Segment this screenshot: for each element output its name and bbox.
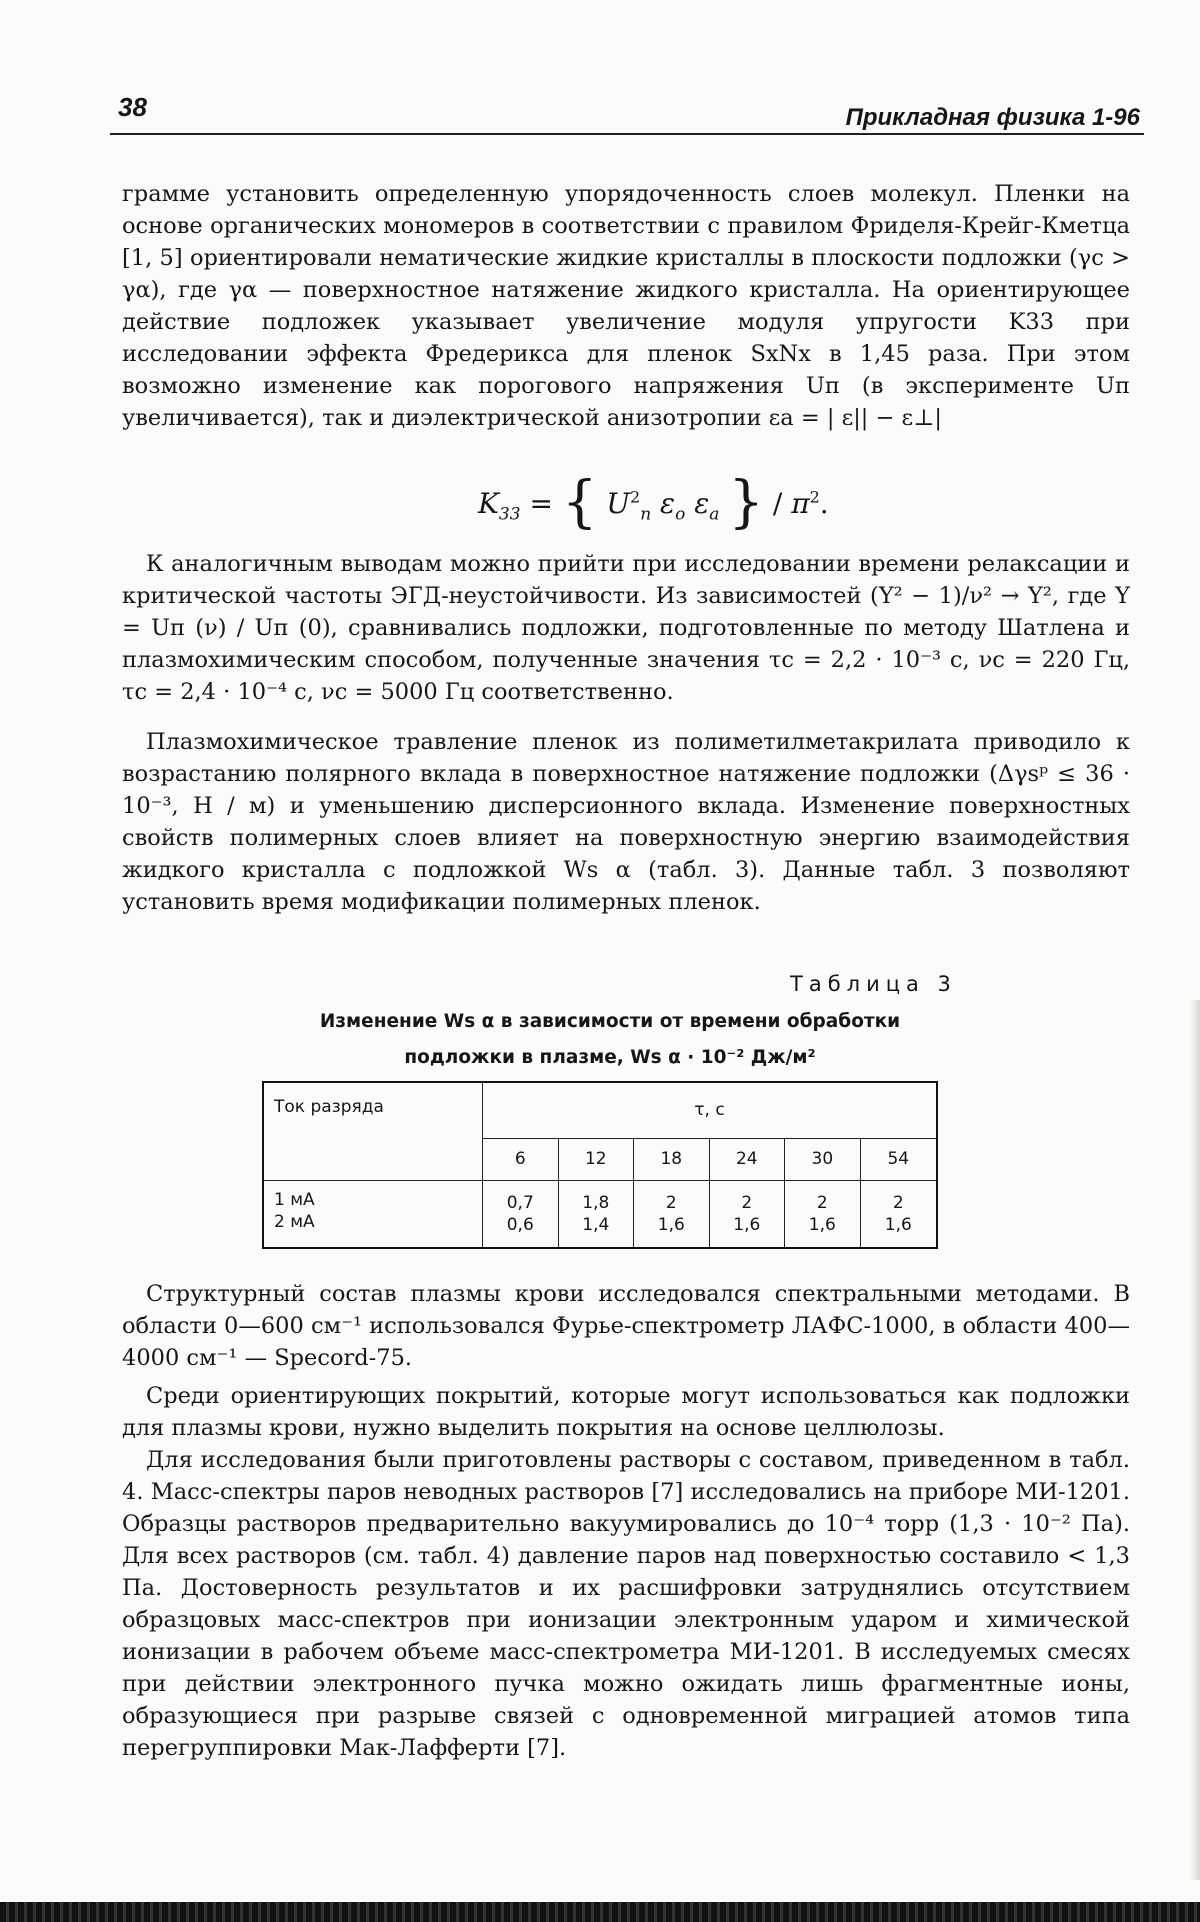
paragraph-4-text: Структурный состав плазмы крови исследовался спектральными методами. В области 0—600 см⁻¹ использовался Фурье-спектрометр ЛАФС-1000, в области 400—4000 см⁻¹ — Specord-75. xyxy=(122,1281,1130,1371)
page-number: 38 xyxy=(118,92,147,122)
scan-bottom-edge xyxy=(0,1902,1200,1922)
formula-eps-o: ε xyxy=(660,487,676,520)
table-label: Таблица 3 xyxy=(790,972,957,996)
paragraph-1-text: грамме установить определенную упорядоченность слоев молекул. Пленки на основе органических мономеров в соответствии с правилом Фриделя-Крейг-Кметца [1, 5] ориентировали нематические жидкие кристаллы в плоскости подложки (γc > γα), где γα — поверхностное натяжение жидкого кристалла. На ориентирующее действие подложек указывает увеличение модуля упругости K33 при исследовании эффекта Фредерикса для пленок SxNx в 1,45 раза. При этом возможно изменение как порогового напряжения Uп (в эксперименте Uп увеличивается), так и диэлектрической анизотропии εa = | ε|| − ε⊥| xyxy=(122,181,1130,431)
paragraph-5-text: Среди ориентирующих покрытий, которые могут использоваться как подложки для плазмы крови, нужно выделить покрытия на основе целлюлозы. xyxy=(122,1383,1130,1441)
col-header: 54 xyxy=(860,1138,937,1180)
row-label: 1 мА xyxy=(274,1189,315,1210)
table-cell xyxy=(483,1180,559,1248)
formula-u: U xyxy=(606,487,630,520)
table-cell xyxy=(709,1180,785,1248)
running-title: Прикладная физика 1-96 xyxy=(845,104,1140,131)
paragraph-3 xyxy=(122,726,1130,918)
cell-value: 2 xyxy=(892,1192,904,1213)
header-rule xyxy=(110,133,1144,135)
formula-u-sub: п xyxy=(640,504,652,525)
paragraph-1 xyxy=(122,178,1130,434)
col-header: 24 xyxy=(709,1138,785,1180)
paragraph-3-text: Плазмохимическое травление пленок из полиметилметакрилата приводило к возрастанию полярного вклада в поверхностное натяжение подложки (Δγsᵖ ≤ 36 · 10⁻³, Н / м) и уменьшению дисперсионного вклада. Изменение поверхностных свойств полимерных слоев влияет на поверхностную энергию взаимодействия жидкого кристалла с подложкой Ws α (табл. 3). Данные табл. 3 позволяют установить время модификации полимерных пленок. xyxy=(122,729,1130,915)
cell-value: 1,6 xyxy=(884,1214,912,1235)
cell-value: 0,7 xyxy=(506,1192,534,1213)
col-header: 30 xyxy=(785,1138,861,1180)
col-header: 12 xyxy=(558,1138,634,1180)
row-labels-cell xyxy=(263,1180,483,1248)
paragraph-6-text: Для исследования были приготовлены растворы с составом, приведенном в табл. 4. Масс-спектры паров неводных растворов [7] исследовались на приборе МИ-1201. Образцы растворов предварительно вакуумировались до 10⁻⁴ торр (1,3 · 10⁻² Па). Для всех растворов (см. табл. 4) давление паров над поверхностью составило < 1,3 Па. Достоверность результатов и их расшифровки затруднялись отсутствием образцовых масс-спектров при ионизации электронным ударом и химической ионизации в рабочем объеме масс-спектрометра МИ-1201. В исследуемых смесях при действии электронного пучка можно ожидать лишь фрагментные ионы, образующиеся при разрыве связей с одновременной миграцией атомов типа перегруппировки Мак-Лафферти [7]. xyxy=(122,1447,1130,1761)
table-cell xyxy=(785,1180,861,1248)
formula-k33: $K_{33}$ = { $U^2_п$ $\varepsilon_o$ $\varepsilon_a$ } / $\pi^2$. xyxy=(478,470,829,535)
cell-value: 2 xyxy=(816,1192,828,1213)
row-label: 2 мА xyxy=(274,1211,315,1232)
table-cell xyxy=(634,1180,710,1248)
table-cell xyxy=(860,1180,937,1248)
formula-eps-o-sub: o xyxy=(675,504,686,525)
cell-value: 1,8 xyxy=(582,1192,610,1213)
paragraph-2 xyxy=(122,548,1130,708)
table-title-line1: Изменение Ws α в зависимости от времени обработки xyxy=(319,1011,901,1032)
formula-u-sup: 2 xyxy=(630,487,641,507)
row-header: Ток разряда xyxy=(263,1082,483,1180)
data-table xyxy=(262,1081,938,1249)
paragraph-4 xyxy=(122,1278,1130,1374)
cell-value: 1,6 xyxy=(657,1214,685,1235)
cell-value: 1,6 xyxy=(733,1214,761,1235)
table-title-line2: подложки в плазме, Ws α · 10⁻² Дж/м² xyxy=(404,1047,816,1068)
col-header: 18 xyxy=(634,1138,710,1180)
page-edge-shadow xyxy=(1190,1000,1200,1880)
formula-lhs-sub: 33 xyxy=(498,504,521,525)
col-header: 6 xyxy=(483,1138,559,1180)
cell-value: 1,4 xyxy=(582,1214,610,1235)
formula-lhs: K xyxy=(478,487,499,520)
paragraph-6 xyxy=(122,1444,1130,1764)
formula-eps-a: ε xyxy=(694,487,710,520)
formula-pi: π xyxy=(791,487,810,520)
paragraph-5 xyxy=(122,1380,1130,1444)
cell-value: 2 xyxy=(741,1192,753,1213)
formula-pi-sup: 2 xyxy=(809,487,820,507)
cell-value: 2 xyxy=(665,1192,677,1213)
cell-value: 0,6 xyxy=(506,1214,534,1235)
table-row xyxy=(263,1180,937,1248)
paragraph-2-text: К аналогичным выводам можно прийти при исследовании времени релаксации и критической частоты ЭГД-неустойчивости. Из зависимостей (Y² − 1)/ν² → Y², где Y = Uп (ν) / Uп (0), сравнивались подложки, подготовленные по методу Шатлена и плазмохимическим способом, полученные значения τc = 2,2 · 10⁻³ с, νc = 220 Гц, τc = 2,4 · 10⁻⁴ с, νc = 5000 Гц соответственно. xyxy=(122,551,1130,705)
left-brace: { xyxy=(561,470,598,535)
col-group-header: τ, с xyxy=(483,1082,938,1138)
cell-value: 1,6 xyxy=(808,1214,836,1235)
formula-eps-a-sub: a xyxy=(709,504,720,525)
right-brace: } xyxy=(728,470,764,535)
table-cell xyxy=(558,1180,634,1248)
